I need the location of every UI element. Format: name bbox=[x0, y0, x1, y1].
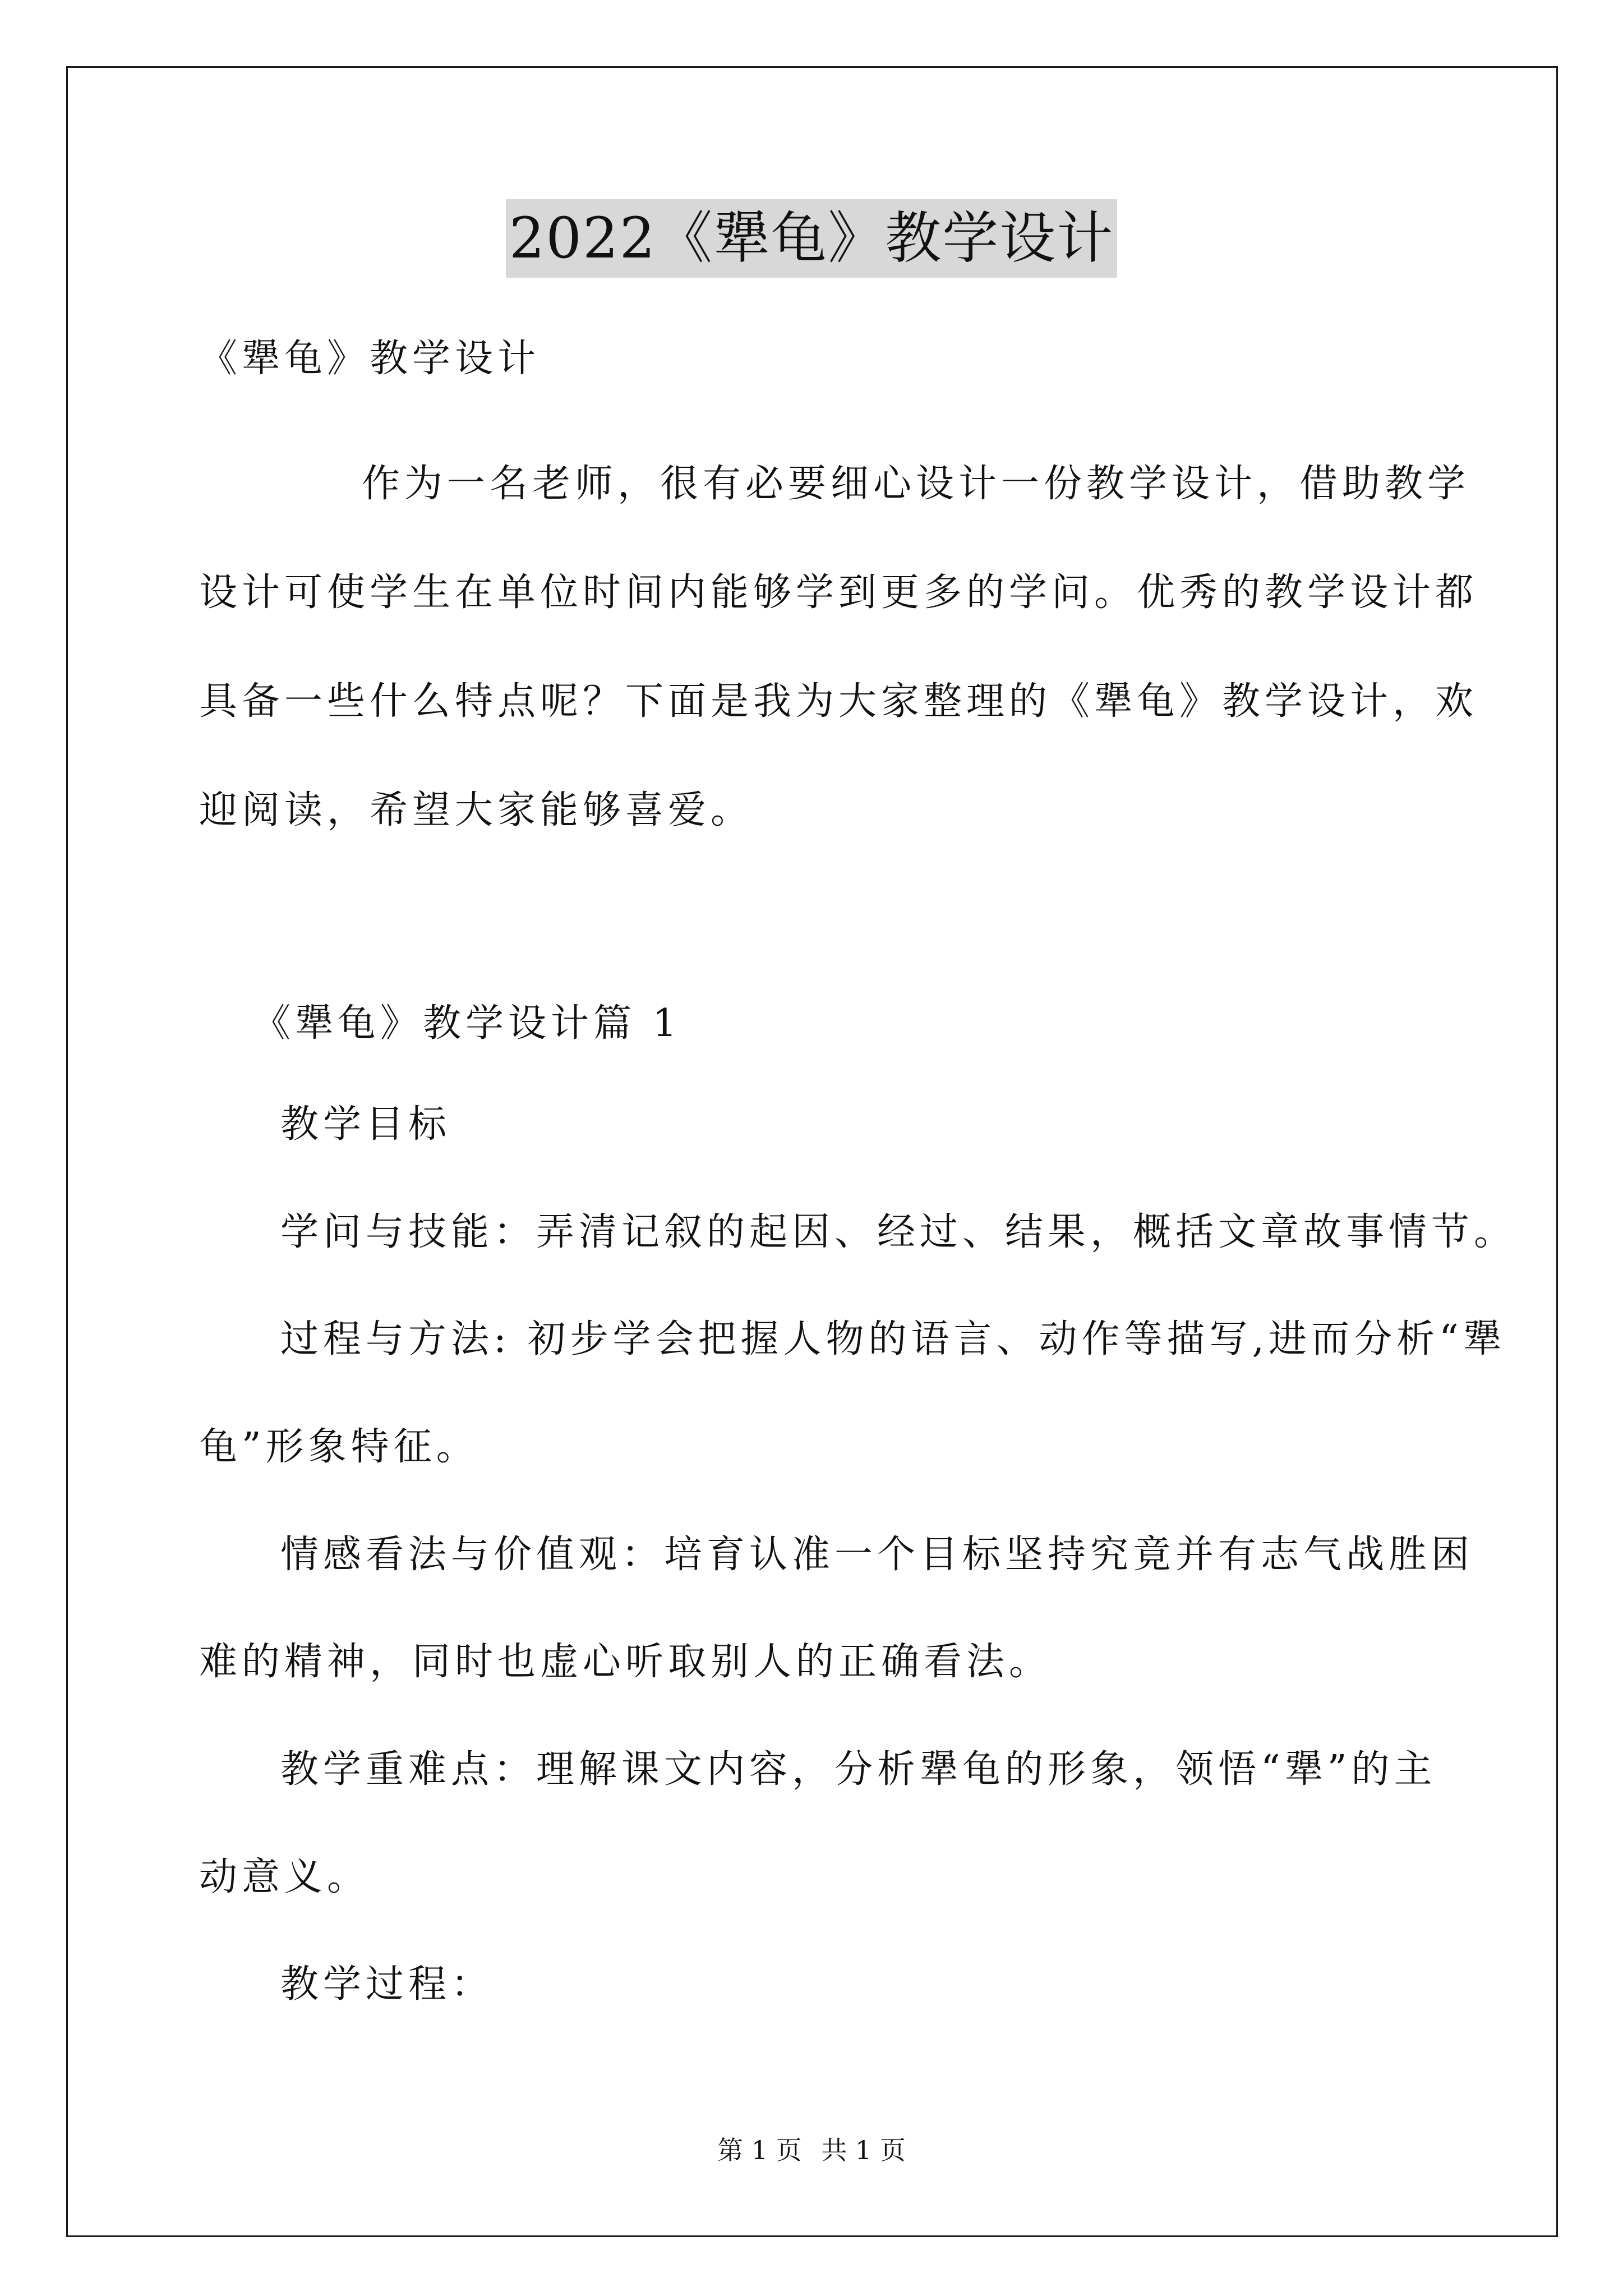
intro-line-2: 设计可使学生在单位时间内能够学到更多的学问。优秀的教学设计都 bbox=[199, 570, 1478, 615]
page-border bbox=[66, 66, 1558, 2237]
section-heading: 《犟龟》教学设计篇 1 bbox=[252, 1001, 681, 1046]
page-number-current: 第 1 页 bbox=[717, 2135, 802, 2165]
page-footer bbox=[0, 2133, 1623, 2167]
emotion-values-line-2: 难的精神，同时也虚心听取别人的正确看法。 bbox=[199, 1640, 1052, 1684]
emotion-values-line-1: 情感看法与价值观：培育认准一个目标坚持究竟并有志气战胜困 bbox=[280, 1533, 1474, 1577]
key-points-line-2: 动意义。 bbox=[199, 1855, 370, 1899]
key-points-line-1: 教学重难点：理解课文内容，分析犟龟的形象，领悟“犟”的主 bbox=[280, 1747, 1437, 1792]
document-title: 2022《犟龟》教学设计 bbox=[506, 199, 1118, 278]
process-heading: 教学过程： bbox=[280, 1962, 494, 2007]
intro-line-3: 具备一些什么特点呢？下面是我为大家整理的《犟龟》教学设计，欢 bbox=[199, 679, 1478, 724]
page-number-total: 共 1 页 bbox=[821, 2135, 906, 2165]
process-method-line-2: 龟”形象特征。 bbox=[199, 1425, 479, 1469]
title-container bbox=[0, 199, 1623, 278]
intro-line-1: 作为一名老师，很有必要细心设计一份教学设计，借助教学 bbox=[362, 462, 1470, 506]
intro-line-4: 迎阅读，希望大家能够喜爱。 bbox=[199, 788, 754, 832]
subtitle: 《犟龟》教学设计 bbox=[199, 337, 541, 381]
process-method-line-1: 过程与方法: 初步学会把握人物的语言、动作等描写,进而分析“犟 bbox=[280, 1317, 1506, 1361]
objectives-heading: 教学目标 bbox=[280, 1102, 451, 1147]
knowledge-skill: 学问与技能：弄清记叙的起因、经过、结果，概括文章故事情节。 bbox=[280, 1210, 1517, 1254]
